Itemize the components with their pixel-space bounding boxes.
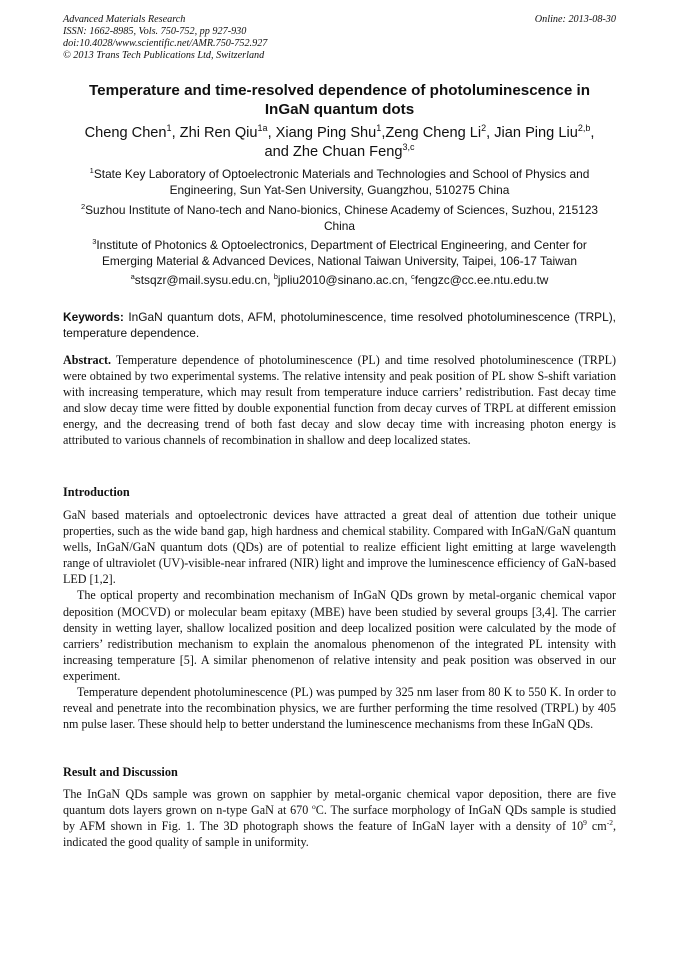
keywords	[63, 309, 616, 341]
intro-paragraph-3: Temperature dependent photoluminescence (PL) was pumped by 325 nm laser from 80 K to 550 K. In order to reveal and penetrate into the recombination physics, we are further performing the time resolved (TRPL) by 405 nm pulse laser. These should help to better understand the luminescence mechanisms from these InGaN QDs.	[63, 685, 616, 732]
affiliation-sup: 2	[80, 202, 86, 211]
author-name: Cheng Chen	[84, 125, 167, 141]
author-affil-sup: 2,b	[577, 123, 591, 133]
author-separator: ,	[486, 125, 495, 141]
affiliation-sup: 3	[92, 237, 97, 246]
paper-title	[63, 81, 616, 119]
email-address[interactable]: fengzc@cc.ee.ntu.edu.tw	[414, 273, 549, 287]
affiliation-1	[63, 167, 616, 199]
online-date: Online: 2013-08-30	[534, 14, 616, 25]
keywords-label: Keywords:	[63, 310, 124, 324]
author-name: Jian Ping Liu	[494, 125, 578, 141]
title-line-1: Temperature and time-resolved dependence of photoluminescence in	[88, 82, 591, 99]
keywords-text: InGaN quantum dots, AFM, photoluminescence, time resolved photoluminescence (TRPL), temperature dependence.	[63, 310, 616, 340]
abstract	[63, 352, 616, 449]
author-separator: ,	[267, 125, 276, 141]
doi-line: doi:10.4028/www.scientific.net/AMR.750-752.927	[63, 38, 268, 49]
exponent-sup: -2	[606, 818, 613, 828]
result-text: C. The surface morphology of InGaN QDs sample is studied by AFM shown in Fig. 1. The 3D photograph shows the feature of InGaN layer with a density of 10	[63, 803, 616, 834]
copyright-line: © 2013 Trans Tech Publications Ltd, Switzerland	[63, 50, 265, 61]
email-separator: ,	[404, 273, 411, 287]
author-affil-sup: 1	[376, 123, 382, 133]
issn-line: ISSN: 1662-8985, Vols. 750-752, pp 927-930	[63, 26, 247, 37]
email-address[interactable]: jpliu2010@sinano.ac.cn	[277, 273, 405, 287]
affiliation-text: State Key Laboratory of Optoelectronic Materials and Technologies and School of Physics and	[93, 167, 590, 181]
author-affil-sup: 1a	[257, 123, 268, 133]
author-emails	[63, 273, 616, 289]
result-paragraph-1	[63, 786, 616, 850]
result-text: The InGaN QDs sample was grown on sapphier by metal-organic chemical vapor deposition, there are five quantum dots layers grown on n-type GaN at 670	[63, 787, 616, 818]
author-affil-sup: 1	[166, 123, 172, 133]
intro-paragraph-1: GaN based materials and optoelectronic devices have attracted a great deal of attention due totheir unique properties, such as the wide band gap, high hardness and chemical stability. Compared with InGaN/GaN quantum wells, InGaN/GaN quantum dots (QDs) are of potential to realize efficient light emitting at large wavelength range of ultraviolet (UV)-visible-near infrared (NIR) light and improve the luminescence efficiency of GaN-based LED [1,2].	[63, 508, 616, 587]
email-separator: ,	[267, 273, 274, 287]
email-sup: b	[273, 272, 278, 281]
affiliation-2	[63, 203, 616, 235]
degree-sup: o	[312, 802, 316, 812]
introduction-body	[63, 507, 616, 732]
affiliation-3	[63, 238, 616, 270]
abstract-label: Abstract.	[63, 353, 112, 367]
author-separator: ,	[590, 125, 595, 141]
email-sup: c	[410, 272, 415, 281]
author-name: Xiang Ping Shu	[275, 125, 377, 141]
result-heading: Result and Discussion	[63, 765, 178, 779]
affiliation-text: Engineering, Sun Yat-Sen University, Guangzhou, 510275 China	[169, 182, 510, 197]
author-name: and Zhe Chuan Feng	[264, 144, 403, 160]
exponent-sup: 9	[583, 818, 587, 828]
introduction-heading: Introduction	[63, 485, 130, 499]
result-text: , indicated the good quality of sample in uniformity.	[63, 819, 616, 850]
result-text: cm	[586, 819, 607, 834]
result-body	[63, 786, 616, 850]
intro-paragraph-2: The optical property and recombination mechanism of InGaN QDs grown by metal-organic chemical vapor deposition (MOCVD) or molecular beam epitaxy (MBE) have been studied by several groups [3,4]. The carrier density in wetting layer, shallow localized position and deep localized position were calculated by the mode of carriers’ redistribution mechanism to explain the anomalous phenomenon of the integrated PL intensity with increasing temperature [5]. A similar phenomenon of relative intensity and peak position was observed in our experiment.	[63, 588, 616, 683]
journal-name: Advanced Materials Research	[63, 14, 186, 25]
author-affil-sup: 3,c	[402, 142, 415, 152]
affiliation-text: Institute of Photonics & Optoelectronics, Department of Electrical Engineering, and Center for	[96, 238, 587, 252]
abstract-text: Temperature dependence of photoluminescence (PL) and time resolved photoluminescence (TRPL) were obtained by two experimental systems. The relative intensity and peak position of PL show S-shift variation with increasing temperature, which may result from temperature induce carriers’ redistribution. Fast decay time and slow decay time were fitted by double exponential function from decay curves of TRPL at different emission energy, and the decreasing trend of both fast decay and slow decay time with increasing photon energy is attributed to various channels of recombination in shallow and deep localized states.	[63, 353, 616, 448]
email-address[interactable]: stsqzr@mail.sysu.edu.cn	[134, 273, 268, 287]
affiliation-text: Emerging Material & Advanced Devices, National Taiwan University, Taipei, 106-17 Taiwan	[102, 253, 577, 268]
affiliation-text: China	[323, 218, 356, 233]
author-name: Zhi Ren Qiu	[179, 125, 258, 141]
author-separator: ,	[381, 125, 386, 141]
affiliation-sup: 1	[89, 166, 94, 175]
masthead	[63, 14, 616, 62]
author-name: Zeng Cheng Li	[385, 125, 482, 141]
email-sup: a	[130, 272, 135, 281]
author-affil-sup: 2	[481, 123, 487, 133]
author-list	[58, 124, 621, 162]
title-line-2: InGaN quantum dots	[264, 101, 415, 118]
affiliation-text: Suzhou Institute of Nano-tech and Nano-bionics, Chinese Academy of Sciences, Suzhou, 215123	[85, 203, 599, 217]
author-separator: ,	[171, 125, 180, 141]
